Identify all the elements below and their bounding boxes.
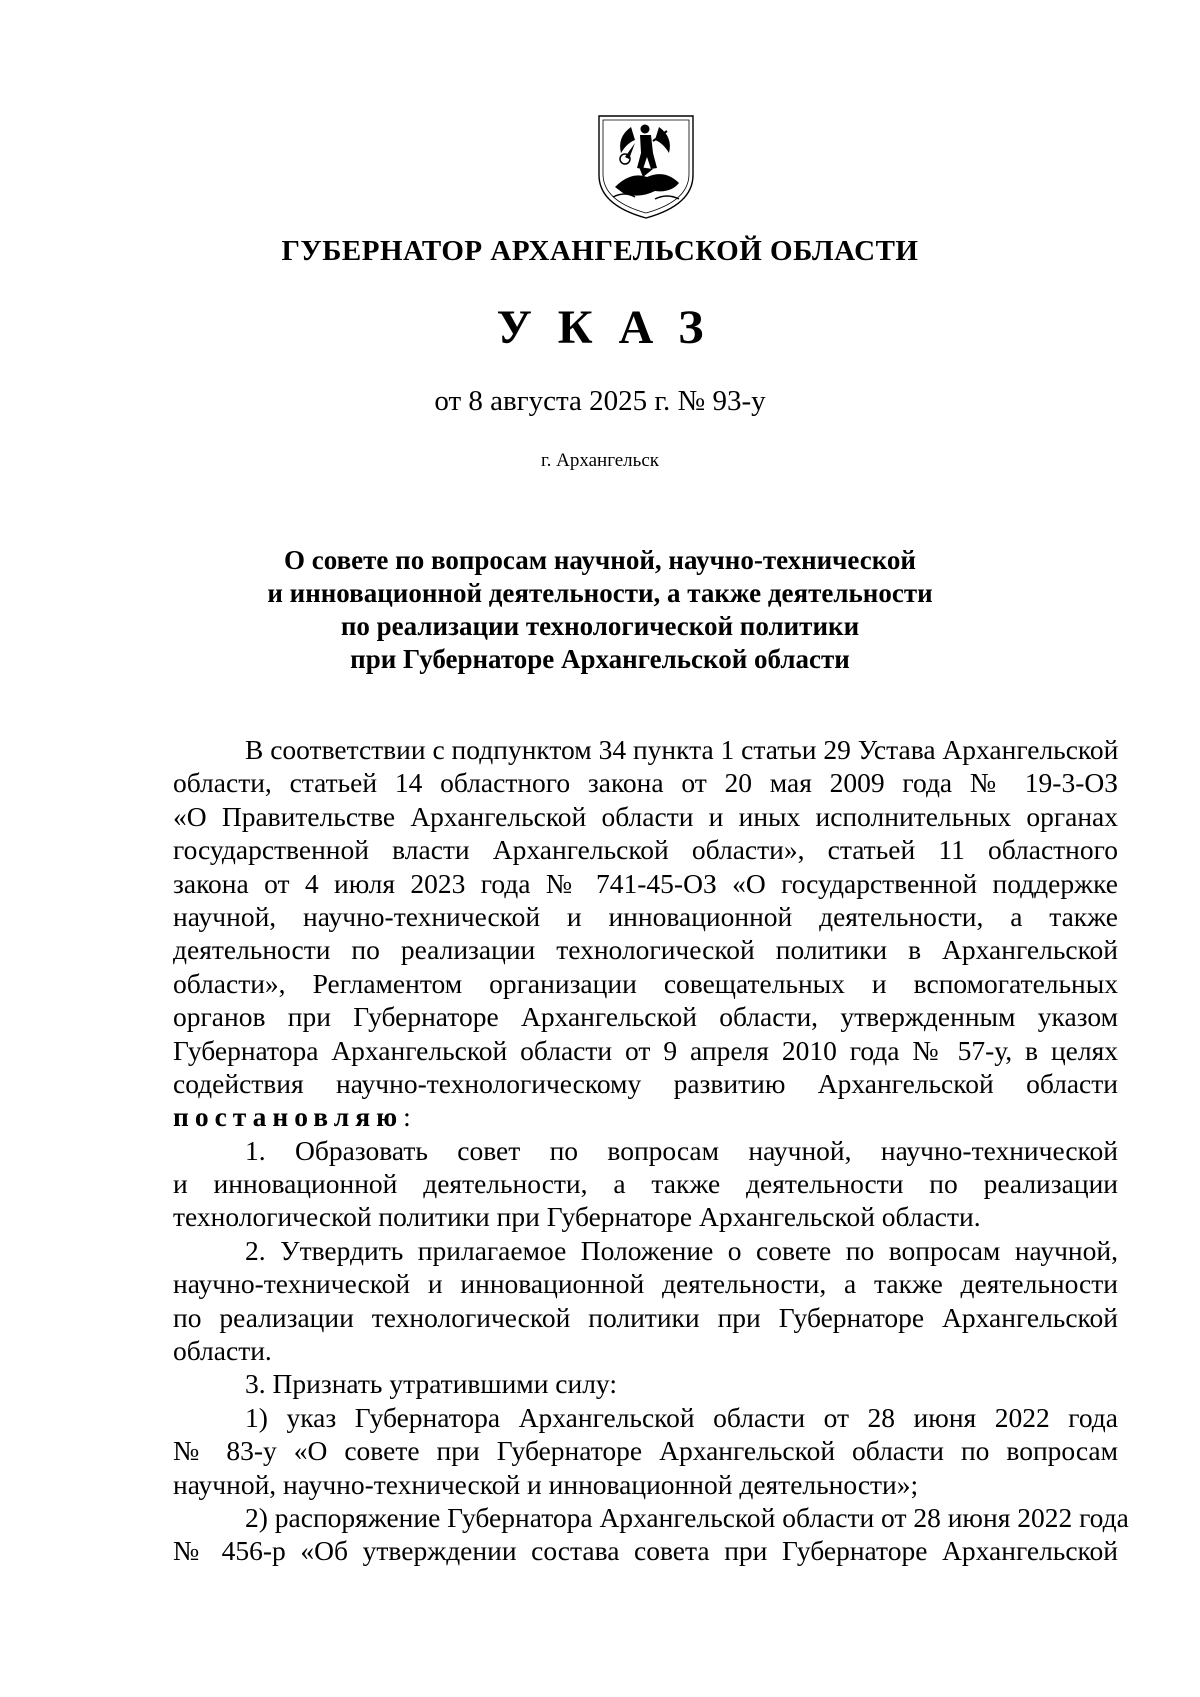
item-2-line: 2. Утвердить прилагаемое Положение о совете по вопросам научной, <box>245 1234 1118 1266</box>
item-3-line: 3. Признать утратившими силу: <box>245 1368 617 1400</box>
resolve-word: постановляю <box>173 1101 404 1133</box>
item-1-line: технологической политики при Губернаторе Архангельской области. <box>173 1201 981 1233</box>
preamble-line: области», Регламентом организации совещательных и вспомогательных <box>173 967 1118 999</box>
title-line: по реализации технологической политики <box>340 611 860 641</box>
preamble-line: «О Правительстве Архангельской области и иных исполнительных органах <box>173 800 1118 832</box>
item-1-line: и инновационной деятельности, а также деятельности по реализации <box>173 1168 1118 1200</box>
item-2-line: по реализации технологической политики при Губернаторе Архангельской <box>173 1301 1118 1333</box>
document-body <box>173 733 1129 1568</box>
resolve-line <box>173 1100 1118 1133</box>
document-date-number: от 8 августа 2025 г. № 93-у <box>434 385 766 417</box>
issuing-authority: ГУБЕРНАТОР АРХАНГЕЛЬСКОЙ ОБЛАСТИ <box>281 235 919 267</box>
preamble-line: научной, научно-технической и инновационной деятельности, а также <box>173 900 1118 932</box>
preamble-line: государственной власти Архангельской области», статьей 11 областного <box>173 834 1118 866</box>
arkhangelsk-coat-of-arms-icon <box>595 113 697 221</box>
item-1-line: 1. Образовать совет по вопросам научной, научно-технической <box>245 1134 1118 1166</box>
subitem-1-line: 1) указ Губернатора Архангельской области от 28 июня 2022 года <box>245 1401 1118 1433</box>
preamble-line: деятельности по реализации технологической политики в Архангельской <box>173 934 1118 966</box>
subitem-1-line: № 83-у «О совете при Губернаторе Архангельской области по вопросам <box>173 1435 1118 1467</box>
document-type: УКАЗ <box>496 301 730 354</box>
document-title <box>170 544 1030 676</box>
preamble-line: закона от 4 июля 2023 года № 741-45-ОЗ «О государственной поддержке <box>173 867 1118 899</box>
item-2-line: научно-технической и инновационной деятельности, а также деятельности <box>173 1268 1118 1300</box>
item-2-line: области. <box>173 1335 272 1367</box>
title-line: О совете по вопросам научной, научно-технической <box>284 545 916 575</box>
subitem-2-line: 2) распоряжение Губернатора Архангельской области от 28 июня 2022 года <box>245 1501 1129 1533</box>
preamble-line: Губернатора Архангельской области от 9 апреля 2010 года № 57-у, в целях <box>173 1034 1118 1066</box>
subitem-2-line: № 456-р «Об утверждении состава совета при Губернаторе Архангельской <box>173 1535 1118 1567</box>
subitem-1-line: научной, научно-технической и инновационной деятельности»; <box>173 1468 919 1500</box>
preamble-line: органов при Губернаторе Архангельской области, утвержденным указом <box>173 1001 1118 1033</box>
title-line: при Губернаторе Архангельской области <box>350 644 850 674</box>
resolve-colon: : <box>403 1101 411 1133</box>
preamble-line: В соответствии с подпунктом 34 пункта 1 статьи 29 Устава Архангельской <box>245 734 1119 765</box>
title-line: и инновационной деятельности, а также деятельности <box>267 578 933 608</box>
preamble-line: области, статьей 14 областного закона от 20 мая 2009 года № 19-3-ОЗ <box>173 767 1118 799</box>
preamble-line: содействия научно-технологическому развитию Архангельской области <box>173 1067 1118 1099</box>
document-place: г. Архангельск <box>540 450 659 471</box>
